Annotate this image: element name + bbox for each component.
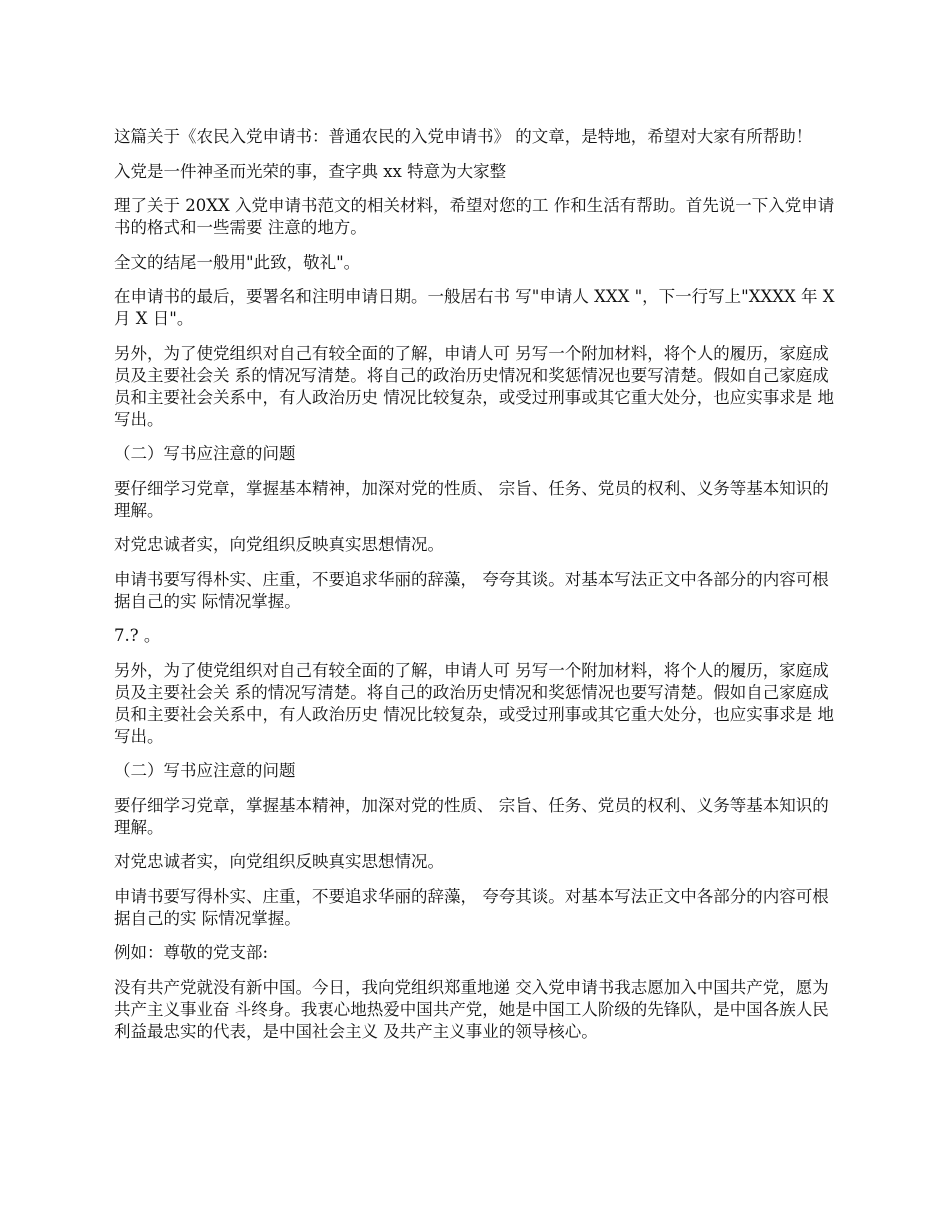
paragraph-signature: 在申请书的最后，要署名和注明申请日期。一般居右书 写"申请人 XXX "，下一行写上"XXXX 年 X 月 X 日"。 [114,287,835,328]
paragraph-intro: 这篇关于《农民入党申请书：普通农民的入党申请书》 的文章，是特地，希望对大家有所帮助！ [114,127,813,146]
paragraph-marker: 7.? 。 [114,626,161,645]
paragraph-example-body: 没有共产党就没有新中国。今日，我向党组织郑重地递 交入党申请书我志愿加入中国共产党，愿为共产主义事业奋 斗终身。我衷心地热爱中国共产党，她是中国工人阶级的先锋队，是中国各族人民利益最忠实的代表，是中国社会主义 及共产主义事业的领导核心。 [114,977,829,1041]
paragraph-style: 申请书要写得朴实、庄重，不要追求华丽的辞藻， 夸夸其谈。对基本写法正文中各部分的内容可根据自己的实 际情况掌握。 [114,569,829,611]
section-heading-repeat: （二）写书应注意的问题 [114,761,296,780]
paragraph-closing: 全文的结尾一般用"此致，敬礼"。 [114,252,361,272]
paragraph-preface: 入党是一件神圣而光荣的事，查字典 xx 特意为大家整 [114,161,507,181]
paragraph-style-repeat: 申请书要写得朴实、庄重，不要追求华丽的辞藻， 夸夸其谈。对基本写法正文中各部分的内容可根据自己的实 际情况掌握。 [114,886,829,928]
paragraph-format-intro: 理了关于 20XX 入党申请书范文的相关材料，希望对您的工 作和生活有帮助。首先说一下入党申请书的格式和一些需要 注意的地方。 [114,196,835,237]
paragraph-study-repeat: 要仔细学习党章，掌握基本精神，加深对党的性质、 宗旨、任务、党员的权利、义务等基本知识的理解。 [114,795,829,837]
document-body [114,126,838,1055]
paragraph-example-salutation: 例如：尊敬的党支部: [114,943,269,962]
paragraph-attachment-repeat: 另外，为了使党组织对自己有较全面的了解，申请人可 另写一个附加材料，将个人的履历，家庭成员及主要社会关 系的情况写清楚。将自己的政治历史情况和奖惩情况也要写清楚。假如自己家庭成员和主要社会关系中，有人政治历史 情况比较复杂，或受过刑事或其它重大处分，也应实事求是 地写出。 [114,660,834,746]
paragraph-attachment: 另外，为了使党组织对自己有较全面的了解，申请人可 另写一个附加材料，将个人的履历，家庭成员及主要社会关 系的情况写清楚。将自己的政治历史情况和奖惩情况也要写清楚。假如自己家庭成员和主要社会关系中，有人政治历史 情况比较复杂，或受过刑事或其它重大处分，也应实事求是 地写出。 [114,343,834,429]
section-heading: （二）写书应注意的问题 [114,444,296,463]
paragraph-honesty-repeat: 对党忠诚者实，向党组织反映真实思想情况。 [114,852,444,871]
paragraph-study: 要仔细学习党章，掌握基本精神，加深对党的性质、 宗旨、任务、党员的权利、义务等基本知识的理解。 [114,478,829,520]
paragraph-honesty: 对党忠诚者实，向党组织反映真实思想情况。 [114,535,444,554]
